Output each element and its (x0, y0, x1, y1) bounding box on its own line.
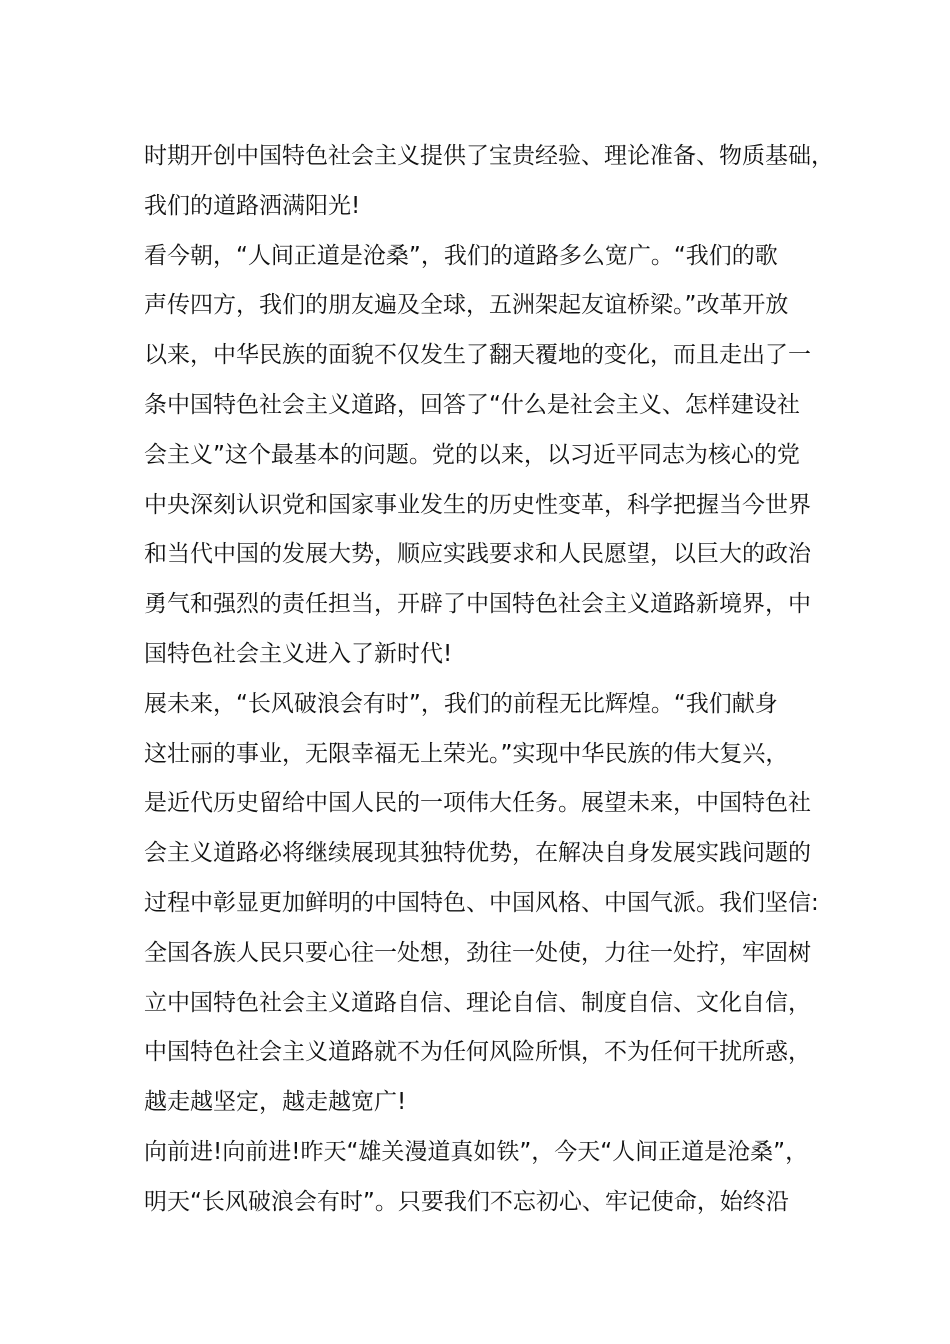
text-line: 立中国特色社会主义道路自信、理论自信、制度自信、文化自信， (144, 989, 811, 1016)
text-line: 会主义道路必将继续展现其独特优势，在解决自身发展实践问题的 (144, 840, 811, 867)
text-line: 这壮丽的事业，无限幸福无上荣光。”实现中华民族的伟大复兴， (144, 740, 789, 767)
text-line: 看今朝，“人间正道是沧桑”，我们的道路多么宽广。“我们的歌 (144, 242, 778, 269)
text-line: 声传四方，我们的朋友遍及全球，五洲架起友谊桥梁。”改革开放 (144, 292, 789, 319)
text-line: 会主义”这个最基本的问题。党的以来，以习近平同志为核心的党 (144, 441, 800, 468)
text-line: 是近代历史留给中国人民的一项伟大任务。展望未来，中国特色社 (144, 790, 811, 817)
text-line: 中国特色社会主义道路就不为任何风险所惧，不为任何干扰所惑， (144, 1039, 811, 1066)
text-line: 我们的道路洒满阳光! (144, 192, 361, 219)
text-line: 和当代中国的发展大势，顺应实践要求和人民愿望，以巨大的政治 (144, 541, 811, 568)
body-text (144, 132, 834, 1228)
text-line: 条中国特色社会主义道路，回答了“什么是社会主义、怎样建设社 (144, 391, 800, 418)
text-line: 越走越坚定，越走越宽广! (144, 1089, 407, 1116)
text-line: 中央深刻认识党和国家事业发生的历史性变革，科学把握当今世界 (144, 491, 811, 518)
text-line: 全国各族人民只要心往一处想，劲往一处使，力往一处拧，牢固树 (144, 939, 811, 966)
text-line: 过程中彰显更加鲜明的中国特色、中国风格、中国气派。我们坚信: (144, 889, 819, 916)
text-line: 向前进!向前进!昨天“雄关漫道真如铁”，今天“人间正道是沧桑”， (144, 1138, 809, 1165)
text-line: 以来，中华民族的面貌不仅发生了翻天覆地的变化，而且走出了一 (144, 342, 811, 369)
text-line: 勇气和强烈的责任担当，开辟了中国特色社会主义道路新境界，中 (144, 591, 811, 618)
text-line: 明天“长风破浪会有时”。只要我们不忘初心、牢记使命，始终沿 (144, 1188, 789, 1215)
text-line: 时期开创中国特色社会主义提供了宝贵经验、理论准备、物质基础， (144, 143, 834, 169)
text-line: 国特色社会主义进入了新时代! (144, 640, 453, 667)
text-line: 展未来，“长风破浪会有时”，我们的前程无比辉煌。“我们献身 (144, 690, 778, 717)
